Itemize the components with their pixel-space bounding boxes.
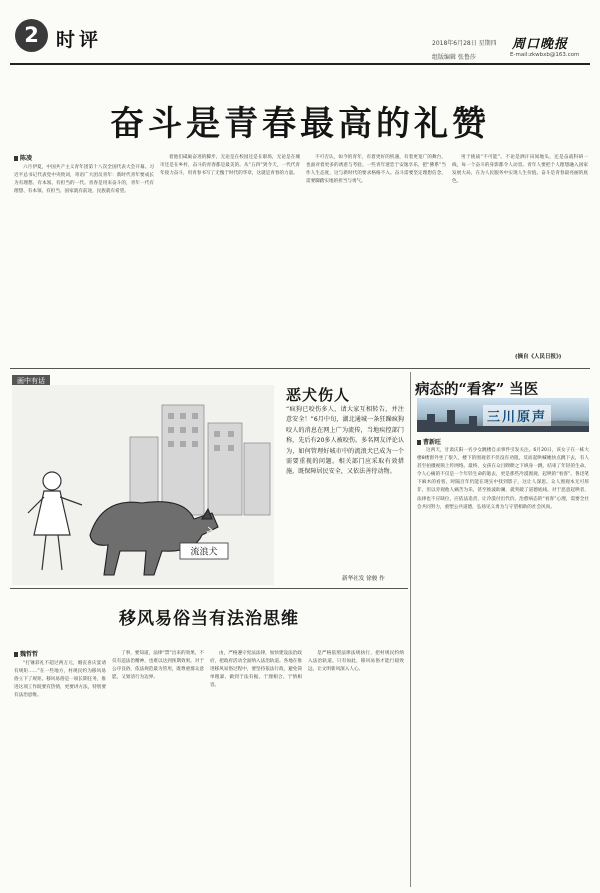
side-banner-tag: 三川原声 xyxy=(483,405,551,426)
comic-illustration xyxy=(12,385,274,585)
bottom-divider xyxy=(10,588,408,589)
masthead xyxy=(0,0,600,66)
bottom-column-2 xyxy=(112,650,204,883)
editors-line: 组版编辑 张鲁莎 xyxy=(432,54,476,61)
section-title: 时评 xyxy=(56,29,103,51)
page-number-badge xyxy=(15,19,48,52)
bottom-byline: 魏哲哲 xyxy=(14,649,38,658)
lead-paragraph: 六月伊夏，中国共产主义青年团第十八次全国代表大会开幕。习近平总书记代表党中央致词，寄语广大团员青年：新时代青年要成长为有理想、有本领、有担当的一代。青春是用来奋斗的，青年一代有理想、有本领、有担当，国家就有前途，民族就有希望。 xyxy=(14,165,154,195)
email-line: E-mail:zkwbxb@163.com xyxy=(510,52,580,58)
side-byline: 曹新旺 xyxy=(417,437,441,446)
comic-author: 新华社发 徐骏 作 xyxy=(342,576,385,582)
lead-column-2 xyxy=(160,154,300,360)
page-number: 2 xyxy=(24,23,39,47)
comic-text xyxy=(286,405,404,573)
bottom-paragraph: 是严格依照法律法规执行，把村规民约纳入法治轨道。只有如此，移风易俗才能行稳致远，让文明新风深入人心。 xyxy=(308,651,404,673)
lead-paragraph: 不可否认，如今的青年，有着更好的机遇，有着更宽广的舞台，也面对着更多的诱惑与考验。一些青年迷恋于安逸享乐，把“佛系”当作人生态度，这与新时代的要求格格不入。奋斗需要坚定理想信念，需要脚踏实地的担当与勇气。 xyxy=(306,155,446,185)
bottom-column-3 xyxy=(210,650,302,883)
bottom-headline: 移风易俗当有法治思维 xyxy=(119,609,299,629)
comic-caption: “疯狗已咬伤多人，请大家互相转告，并注意安全！”6月中旬，湖北通城一条狂躁疯狗咬人的消息在网上广为流传，当地疾控部门称，先后有20多人被咬伤。多名网友评论认为，如何管理好城市中的流浪犬已成为一个需要重视的问题。相关部门应采取有效措施，既保障居民安全，又依法善待动物。 xyxy=(286,406,404,476)
comic-title: 恶犬伤人 xyxy=(286,386,351,404)
paper-name: 周口晚报 xyxy=(512,37,569,52)
column-divider xyxy=(410,372,411,887)
lead-headline: 奋斗是青春最高的礼赞 xyxy=(110,104,490,144)
lead-column-1 xyxy=(14,164,154,360)
lead-column-3 xyxy=(306,154,446,360)
side-banner xyxy=(417,398,589,432)
bottom-column-4 xyxy=(308,650,404,883)
date-line: 2018年6月28日 星期四 xyxy=(432,40,497,47)
side-body xyxy=(417,447,589,883)
bottom-paragraph: 了事，要知道，法律“禁”出来的效果，不仅有违法治精神，也难以达到预期效果。对于公序良俗，依法规范最为管用，既尊重群众意愿，又划清行为边界。 xyxy=(112,651,204,681)
bottom-column-1 xyxy=(14,660,106,883)
bottom-paragraph: “打锤彩礼不超过两万元，婚丧喜庆宴请有规矩……”在一些地方，村规民约为移风易俗立下了规矩。移风易俗是一项长期任务，推进这项工作既要有热情，更要讲方法，特别要有法治思维。 xyxy=(14,661,106,699)
lead-paragraph: 着他们砥砺奋进的脚步。无论是在校园还是在职场，无论是在城市还是在乡村，奋斗的青春都是最美的。从“五四”到今天，一代代青年接力奋斗，用青春书写了无愧于时代的华章，这就是青春的力量。 xyxy=(160,155,300,177)
sign-text: 流浪犬 xyxy=(190,547,218,558)
lead-column-4 xyxy=(452,154,588,350)
side-paragraph: 这两天，甘肃庆阳一名少女跳楼自杀事件引发关注。6月20日，该女子在一栋大楼8楼窗外坐了很久，楼下的围观者不但没有劝阻，反而起哄喊她快点跳下去，有人甚至拍摄视频上传网络。最终，女孩在众目睽睽之下纵身一跳，结束了年轻的生命。令人心痛的不仅是一个年轻生命的逝去，更是那些冷漠围观、起哄的“看客”。鲁迅笔下麻木的看客，时隔百年仍能在现实中找到影子，这让人深思。众人围观本无可厚非，但以旁观他人痛苦为乐，甚至推波助澜，就突破了道德底线。对于恶意起哄者，法律也不应缺位，应依法追责，让冷漠付出代价。治愈病态的“看客”心理，需要全社会共同努力，重塑公共道德，弘扬见义勇为与守望相助的社会风尚。 xyxy=(417,448,589,510)
comic-tag-label: 画中有话 xyxy=(17,377,45,385)
lead-paragraph: 男于挑战“不可能”。不论是洒汗田间地头，还是奋战科研一线，每一个奋斗的身影都令人动容。青年人要把个人理想融入国家发展大局，在为人民服务中实现人生价值。奋斗是青春最亮丽的底色。 xyxy=(452,155,588,185)
side-headline: 病态的“看客” 当医 xyxy=(415,381,539,398)
section-divider xyxy=(10,368,590,369)
lead-source: (摘自《人民日报》) xyxy=(515,354,562,360)
masthead-rule xyxy=(10,63,590,65)
lead-byline: 陈凌 xyxy=(14,153,32,162)
bottom-paragraph: 由，严格遵守宪法法律，加快建设法治政府，把政府活动全面纳入法治轨道。各地在推进移风易俗过程中，要坚持依法行政，避免简单粗暴，做到于法有据、于理相合、于情相容。 xyxy=(210,651,302,689)
